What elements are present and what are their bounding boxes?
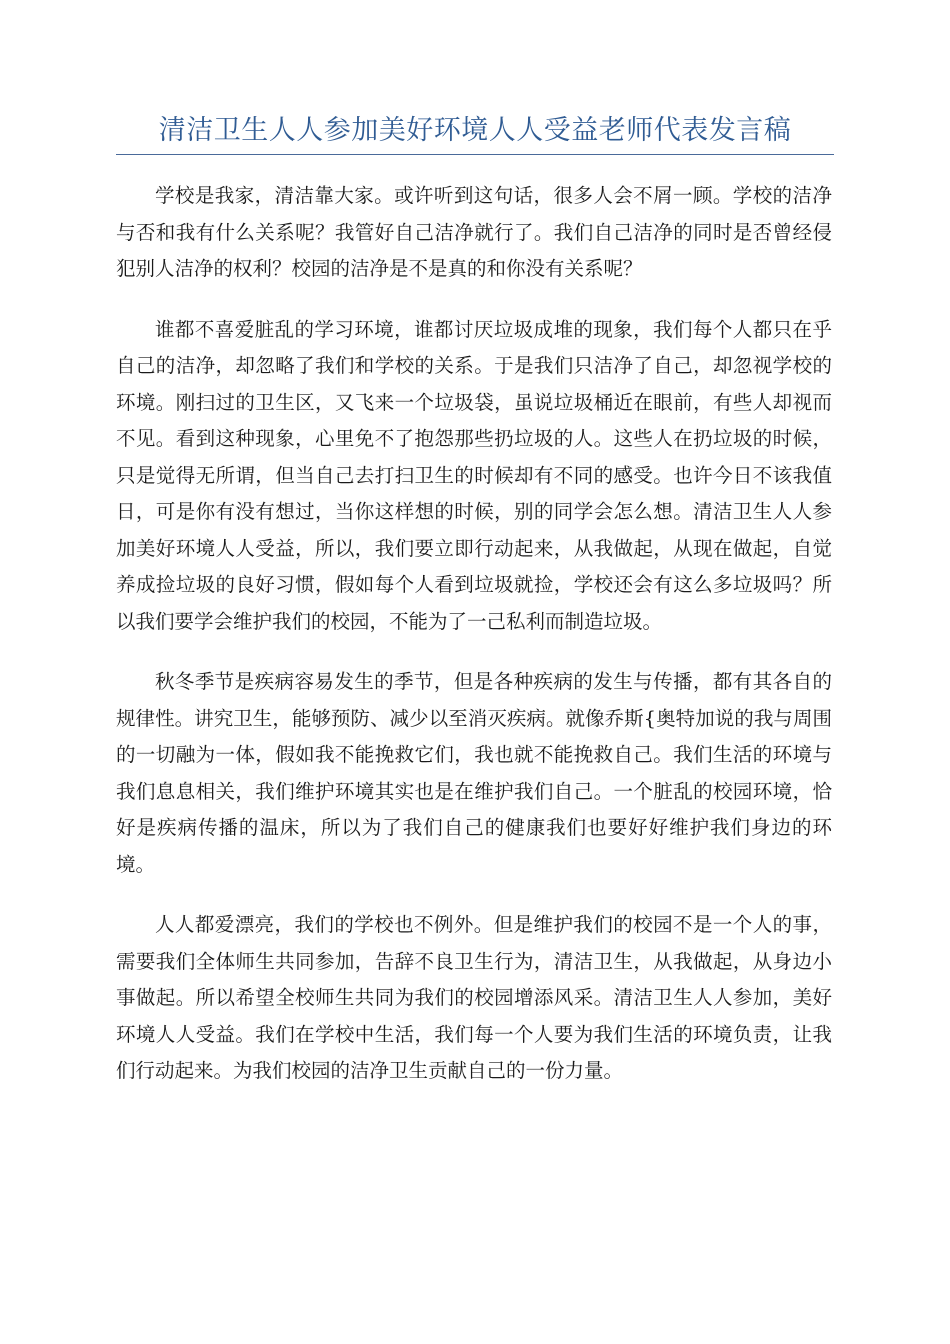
page-title: 清洁卫生人人参加美好环境人人受益老师代表发言稿 [158,115,792,146]
paragraph-2: 谁都不喜爱脏乱的学习环境，谁都讨厌垃圾成堆的现象，我们每个人都只在乎自己的洁净，却忽略了我们和学校的关系。于是我们只洁净了自己，却忽视学校的环境。刚扫过的卫生区，又飞来一个垃圾袋，虽说垃圾桶近在眼前，有些人却视而不见。看到这种现象，心里免不了抱怨那些扔垃圾的人。这些人在扔垃圾的时候，只是觉得无所谓，但当自己去打扫卫生的时候却有不同的感受。也许今日不该我值日，可是你有没有想过，当你这样想的时候，别的同学会怎么想。清洁卫生人人参加美好环境人人受益，所以，我们要立即行动起来，从我做起，从现在做起，自觉养成捡垃圾的良好习惯，假如每个人看到垃圾就捡，学校还会有这么多垃圾吗？所以我们要学会维护我们的校园，不能为了一己私利而制造垃圾。 [116,317,832,633]
paragraph-3: 秋冬季节是疾病容易发生的季节，但是各种疾病的发生与传播，都有其各自的规律性。讲究卫生，能够预防、减少以至消灭疾病。就像乔斯{奥特加说的我与周围的一切融为一体，假如我不能挽救它们，我也就不能挽救自己。我们生活的环境与我们息息相关，我们维护环境其实也是在维护我们自己。一个脏乱的校园环境，恰好是疾病传播的温床，所以为了我们自己的健康我们也要好好维护我们身边的环境。 [116,670,832,876]
title-block [116,112,834,155]
document-body [116,178,832,1114]
paragraph-4: 人人都爱漂亮，我们的学校也不例外。但是维护我们的校园不是一个人的事，需要我们全体师生共同参加，告辞不良卫生行为，清洁卫生，从我做起，从身边小事做起。所以希望全校师生共同为我们的校园增添风采。清洁卫生人人参加，美好环境人人受益。我们在学校中生活，我们每一个人要为我们生活的环境负责，让我们行动起来。为我们校园的洁净卫生贡献自己的一份力量。 [116,913,832,1082]
paragraph-1: 学校是我家，清洁靠大家。或许听到这句话，很多人会不屑一顾。学校的洁净与否和我有什么关系呢？我管好自己洁净就行了。我们自己洁净的同时是否曾经侵犯别人洁净的权利？校园的洁净是不是真的和你没有关系呢？ [116,184,832,280]
